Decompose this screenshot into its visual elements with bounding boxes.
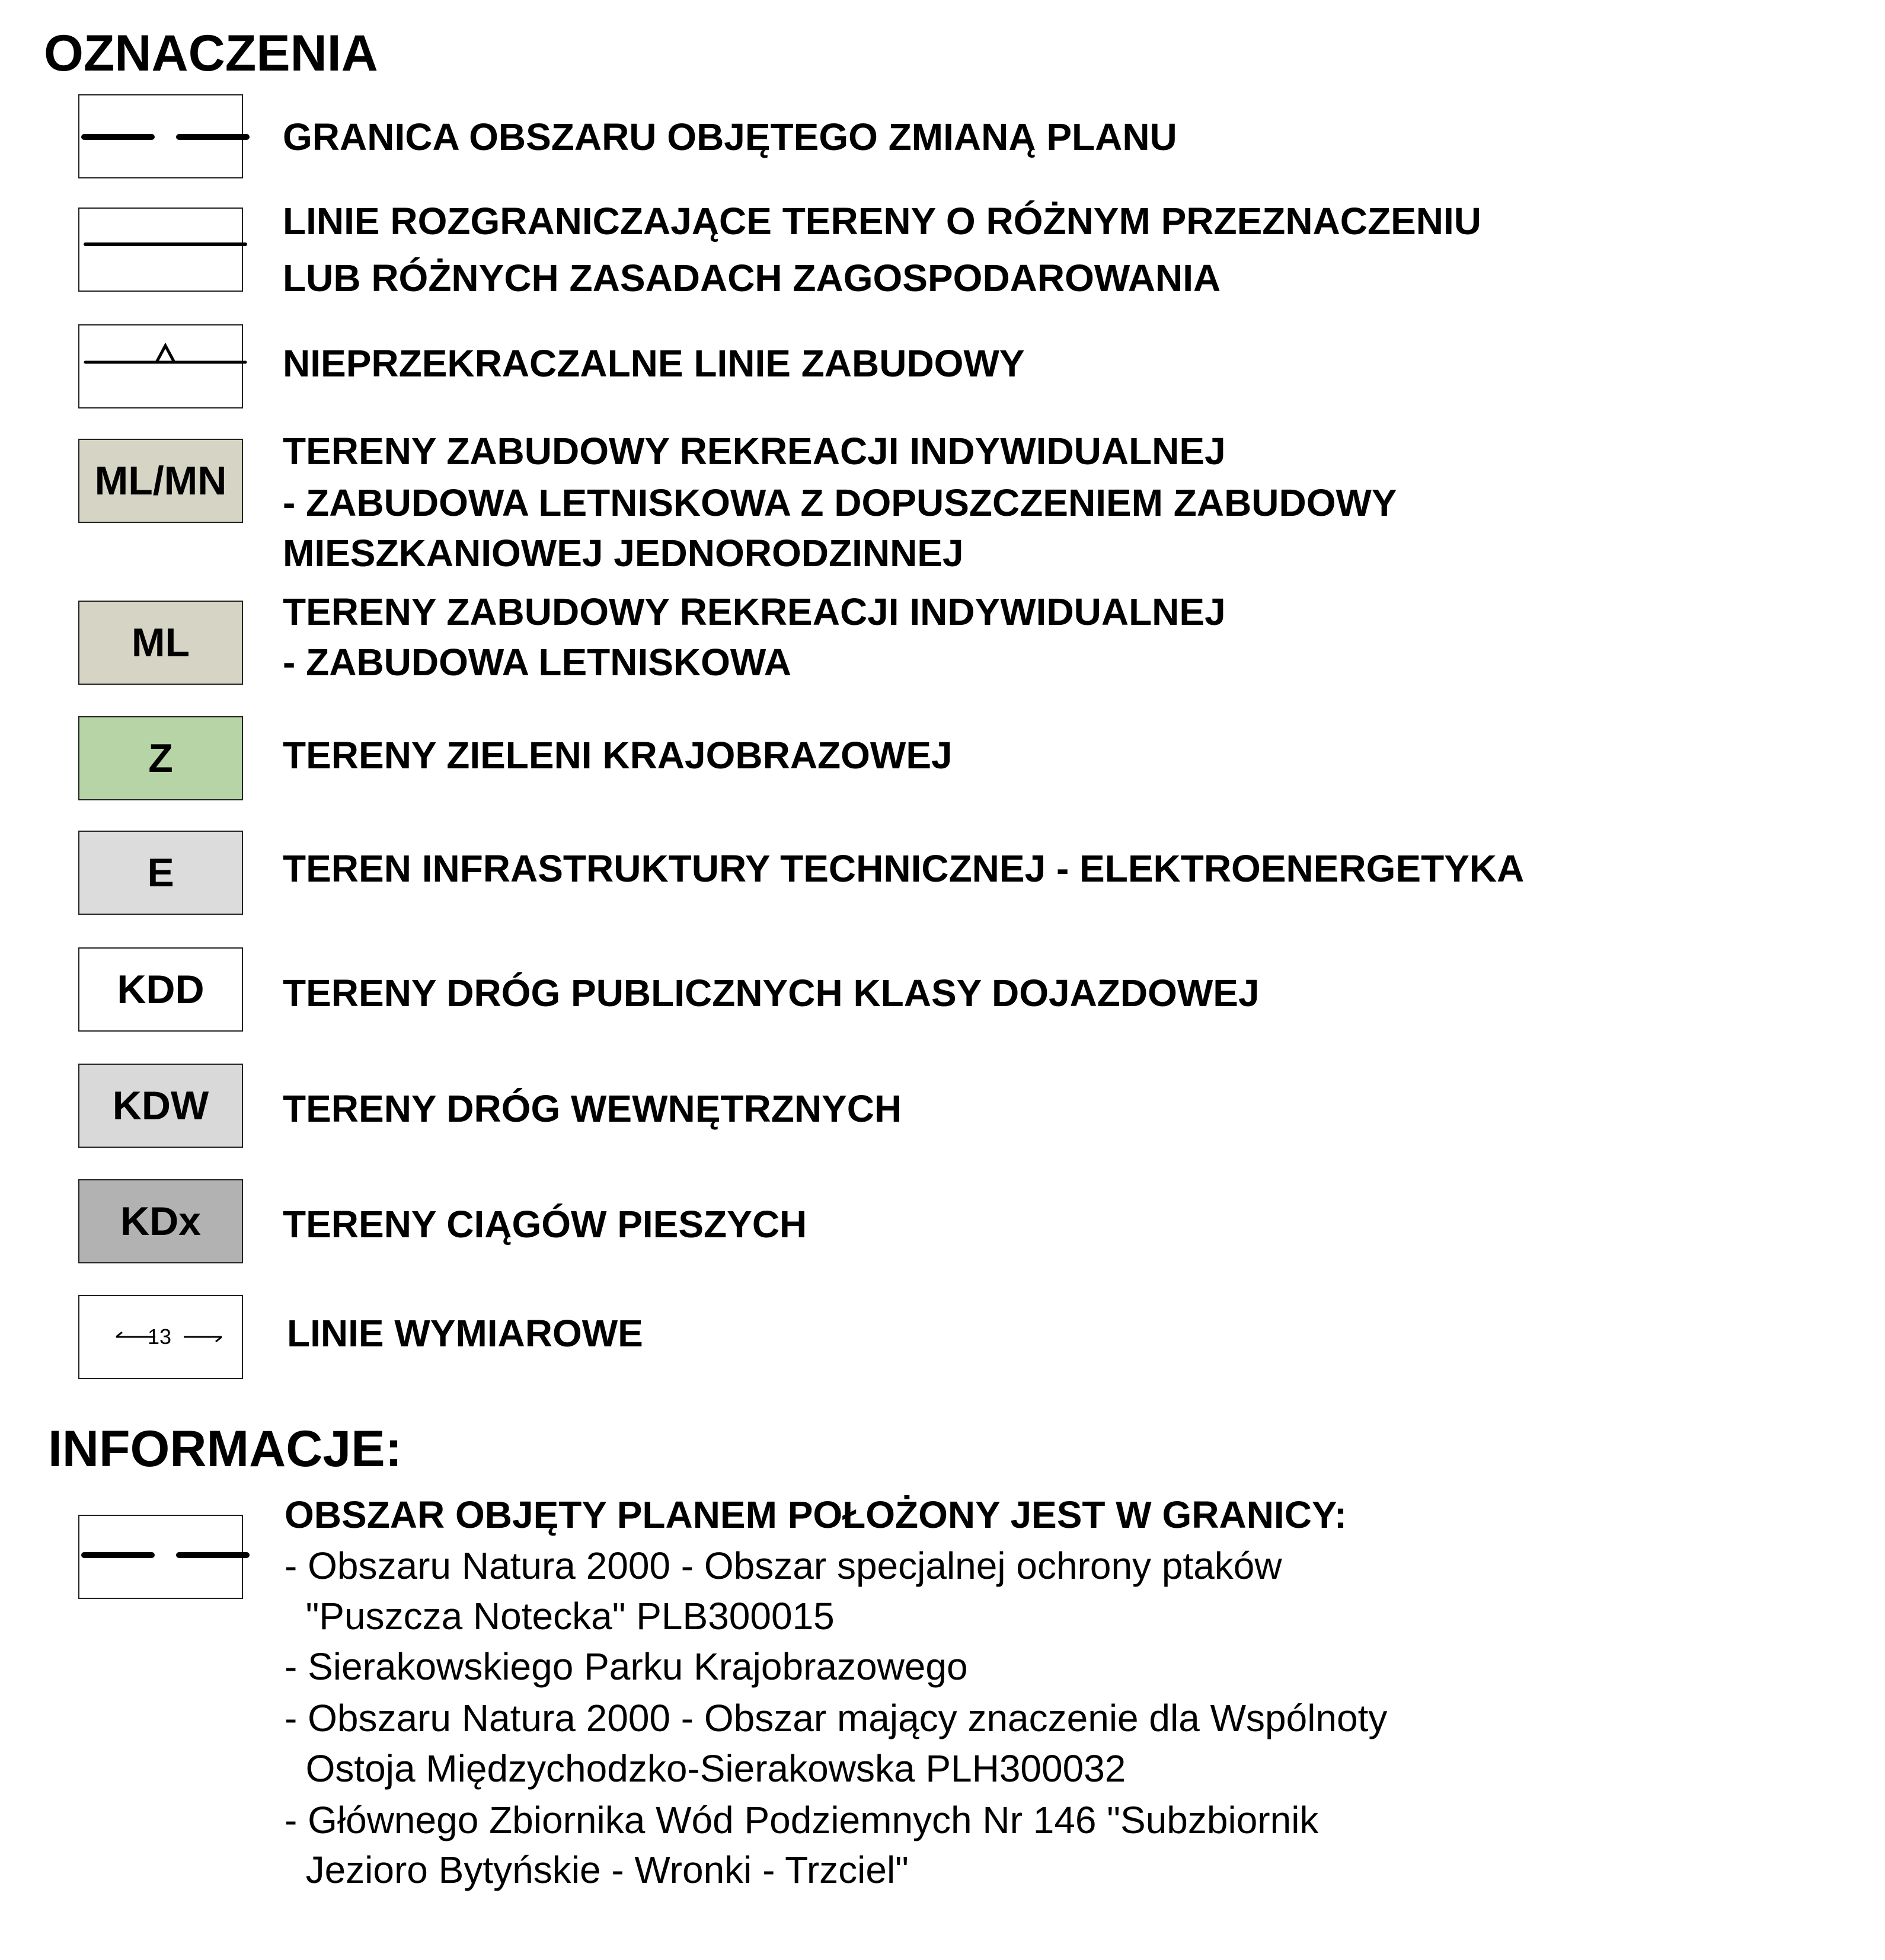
info-line: - Obszaru Natura 2000 - Obszar specjalnej ochrony ptaków <box>285 1544 1282 1587</box>
swatch-code: ML/MN <box>94 458 227 503</box>
dimension-value: 13 <box>147 1324 172 1349</box>
info-title: INFORMACJE: <box>48 1420 402 1477</box>
legend-label: NIEPRZEKRACZALNE LINIE ZABUDOWY <box>283 342 1025 385</box>
swatch-e <box>78 831 243 915</box>
triangle-line-icon <box>74 324 251 408</box>
legend-label: TEREN INFRASTRUKTURY TECHNICZNEJ - ELEKTROENERGETYKA <box>283 847 1525 890</box>
solid-line-symbol <box>78 208 243 292</box>
swatch-code: ML <box>131 620 190 665</box>
info-line: - Sierakowskiego Parku Krajobrazowego <box>285 1645 968 1688</box>
info-line: Jezioro Bytyńskie - Wronki - Trzciel" <box>285 1849 909 1891</box>
info-dashed-symbol <box>78 1515 243 1599</box>
legend-title: OZNACZENIA <box>44 25 378 82</box>
solid-line-icon <box>74 208 251 292</box>
legend-label: TERENY ZABUDOWY REKREACJI INDYWIDUALNEJ <box>283 430 1226 473</box>
dashed-line-icon <box>74 94 251 178</box>
swatch-ml-mn <box>78 439 243 523</box>
legend-label: GRANICA OBSZARU OBJĘTEGO ZMIANĄ PLANU <box>283 116 1177 158</box>
legend-label: TERENY DRÓG WEWNĘTRZNYCH <box>283 1087 902 1130</box>
swatch-code: E <box>147 850 174 895</box>
info-line: - Głównego Zbiornika Wód Podziemnych Nr 146 "Subzbiornik <box>285 1799 1319 1841</box>
dashed-boundary-symbol <box>78 94 243 178</box>
legend-label: MIESZKANIOWEJ JEDNORODZINNEJ <box>283 532 964 574</box>
swatch-kdw <box>78 1064 243 1148</box>
legend-label: - ZABUDOWA LETNISKOWA Z DOPUSZCZENIEM ZABUDOWY <box>283 481 1397 524</box>
legend-label: LINIE WYMIAROWE <box>287 1312 643 1355</box>
info-line: "Puszcza Notecka" PLB300015 <box>285 1595 835 1637</box>
legend-label: TERENY DRÓG PUBLICZNYCH KLASY DOJAZDOWEJ <box>283 972 1260 1014</box>
building-line-symbol <box>78 324 243 408</box>
swatch-code: KDx <box>120 1199 202 1244</box>
dimension-line-symbol <box>78 1295 243 1379</box>
legend-label: TERENY CIĄGÓW PIESZYCH <box>283 1203 807 1246</box>
legend-label: TERENY ZIELENI KRAJOBRAZOWEJ <box>283 734 953 777</box>
legend-label: - ZABUDOWA LETNISKOWA <box>283 641 791 684</box>
legend-label: LUB RÓŻNYCH ZASADACH ZAGOSPODAROWANIA <box>283 257 1221 299</box>
swatch-kdx <box>78 1179 243 1263</box>
legend-label: LINIE ROZGRANICZAJĄCE TERENY O RÓŻNYM PRZEZNACZENIU <box>283 200 1481 242</box>
info-line: - Obszaru Natura 2000 - Obszar mający znaczenie dla Wspólnoty <box>285 1697 1388 1739</box>
legend-label: TERENY ZABUDOWY REKREACJI INDYWIDUALNEJ <box>283 590 1226 633</box>
info-line: Ostoja Międzychodzko-Sierakowska PLH300032 <box>285 1747 1126 1790</box>
swatch-code: KDD <box>117 967 205 1012</box>
swatch-code: KDW <box>112 1083 209 1128</box>
swatch-ml <box>78 601 243 685</box>
info-heading: OBSZAR OBJĘTY PLANEM POŁOŻONY JEST W GRANICY: <box>285 1493 1347 1536</box>
swatch-code: Z <box>148 736 173 781</box>
dashed-line-icon <box>74 1515 251 1599</box>
swatch-kdd <box>78 947 243 1032</box>
swatch-z <box>78 716 243 800</box>
